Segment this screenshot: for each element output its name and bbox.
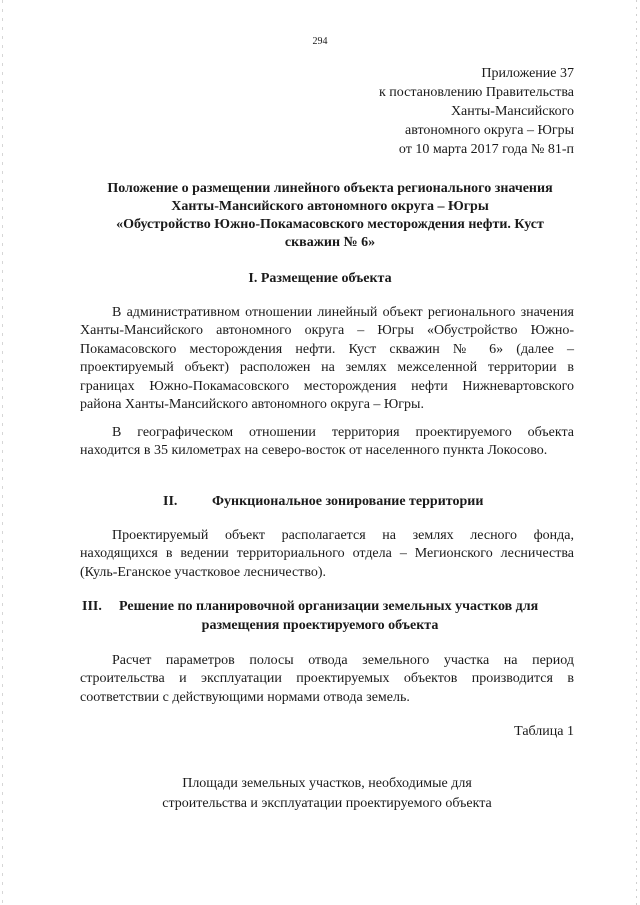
title-line: Ханты-Мансийского автономного округа – Югры xyxy=(171,199,489,214)
section-2-heading: Функциональное зонирование территории xyxy=(212,494,484,509)
section-1-paragraph-1: В административном отношении линейный объект регионального значения Ханты-Мансийского автономного округа – Югры «Обустройство Южно-Покамасовского месторождения нефти. Куст скважин № 6» (далее – проектируемый объект) расположен на землях межселенной территории в границах Южно-Покамасовского месторождения нефти Нижневартовского района Ханты-Мансийского автономного округа – Югры. xyxy=(80,305,574,413)
section-3-paragraph: Расчет параметров полосы отвода земельного участка на период строительства и эксплуатации проектируемых объектов производится в соответствии с действующими нормами отвода земель. xyxy=(80,653,574,705)
section-3-heading-line-1: Решение по планировочной организации земельных участков для xyxy=(119,599,539,614)
title-line: «Обустройство Южно-Покамасовского месторождения нефти. Куст xyxy=(116,217,544,232)
document-title xyxy=(80,180,580,252)
appendix-block xyxy=(379,64,574,159)
appendix-line: Ханты-Мансийского xyxy=(450,104,574,119)
table-caption-line-1: Площади земельных участков, необходимые для xyxy=(182,776,472,791)
section-2-paragraph: Проектируемый объект располагается на землях лесного фонда, находящихся в ведении территориального отдела – Мегионского лесничества (Куль-Еганское участковое лесничество). xyxy=(80,528,574,580)
section-1-heading: I. Размещение объекта xyxy=(248,271,392,286)
section-3-heading-line-2: размещения проектируемого объекта xyxy=(201,618,439,633)
appendix-line: Приложение 37 xyxy=(481,66,574,81)
table-caption-line-2: строительства и эксплуатации проектируемого объекта xyxy=(162,796,492,811)
appendix-line: к постановлению Правительства xyxy=(378,85,574,100)
appendix-line: автономного округа – Югры xyxy=(405,123,574,138)
title-line: Положение о размещении линейного объекта регионального значения xyxy=(107,181,553,196)
scan-edge-left xyxy=(2,0,3,905)
table-label: Таблица 1 xyxy=(514,724,574,739)
table-caption xyxy=(80,774,574,814)
page-number: 294 xyxy=(312,36,328,47)
scan-edge-right xyxy=(636,0,637,905)
section-3-number: III. xyxy=(82,599,102,614)
appendix-line: от 10 марта 2017 года № 81-п xyxy=(398,142,574,157)
section-1-paragraph-2: В географическом отношении территория проектируемого объекта находится в 35 километрах на северо-восток от населенного пункта Локосово. xyxy=(80,425,574,459)
title-line: скважин № 6» xyxy=(284,235,376,250)
section-2-number: II. xyxy=(163,494,178,509)
